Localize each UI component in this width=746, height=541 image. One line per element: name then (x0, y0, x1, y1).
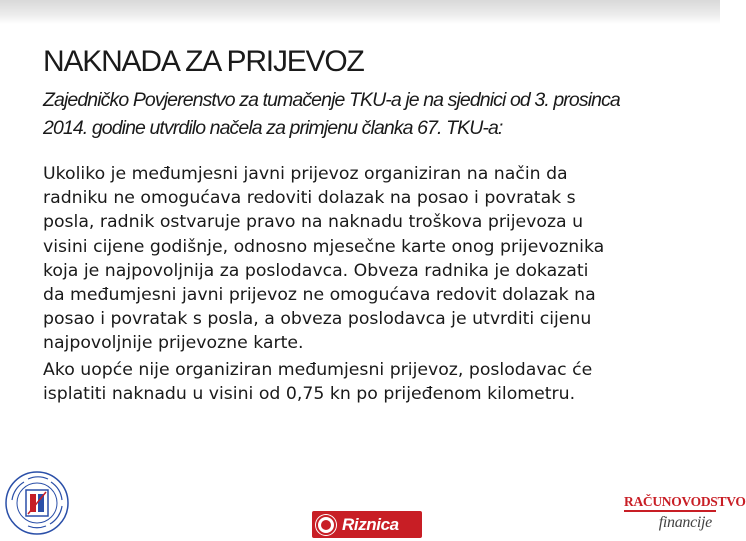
financije-logo-text: financije (658, 514, 712, 531)
top-header-bar (0, 0, 720, 24)
racunovodstvo-logo-text: RAČUNOVODSTVO (624, 494, 716, 512)
body-line: najpovoljnije prijevozne karte. (43, 333, 304, 354)
body-line: isplatiti naknadu u visini od 0,75 kn po prijeđenom kilometru. (43, 383, 576, 404)
body-line: visini cijene godišnje, odnosno mjesečne karte onog prijevoznika (43, 236, 605, 257)
subtitle-line: 2014. godine utvrdilo načela za primjenu članka 67. TKU-a: (43, 117, 503, 139)
riznica-emblem-icon (316, 515, 336, 535)
body-line: Ako uopće nije organiziran međumjesni prijevoz, poslodavac će (43, 359, 593, 380)
body-line: posao i povratak s posla, a obveza poslodavca je utvrditi cijenu (43, 309, 592, 330)
body-line: koja je najpovoljnija za poslodavca. Obveza radnika je dokazati (43, 260, 589, 281)
body-line: da međumjesni javni prijevoz ne omogućava redovit dolazak na (43, 285, 596, 306)
body-paragraph (43, 162, 693, 356)
association-seal-logo (4, 470, 70, 536)
body-paragraph (43, 358, 693, 406)
racunovodstvo-financije-logo (624, 494, 746, 538)
body-line: radniku ne omogućava redoviti dolazak na posao i povratak s (43, 188, 576, 209)
riznica-logo-text: Riznica (342, 514, 399, 534)
slide-body (43, 162, 693, 406)
subtitle-line: Zajedničko Povjerenstvo za tumačenje TKU-a je na sjednici od 3. prosinca (43, 89, 620, 111)
body-line: posla, radnik ostvaruje pravo na naknadu troškova prijevoza u (43, 212, 584, 233)
seal-icon (4, 470, 70, 536)
riznica-logo (312, 511, 422, 538)
body-line: Ukoliko je međumjesni javni prijevoz organiziran na način da (43, 164, 568, 184)
slide-title: NAKNADA ZA PRIJEVOZ (43, 45, 364, 78)
slide-subtitle (43, 86, 693, 142)
